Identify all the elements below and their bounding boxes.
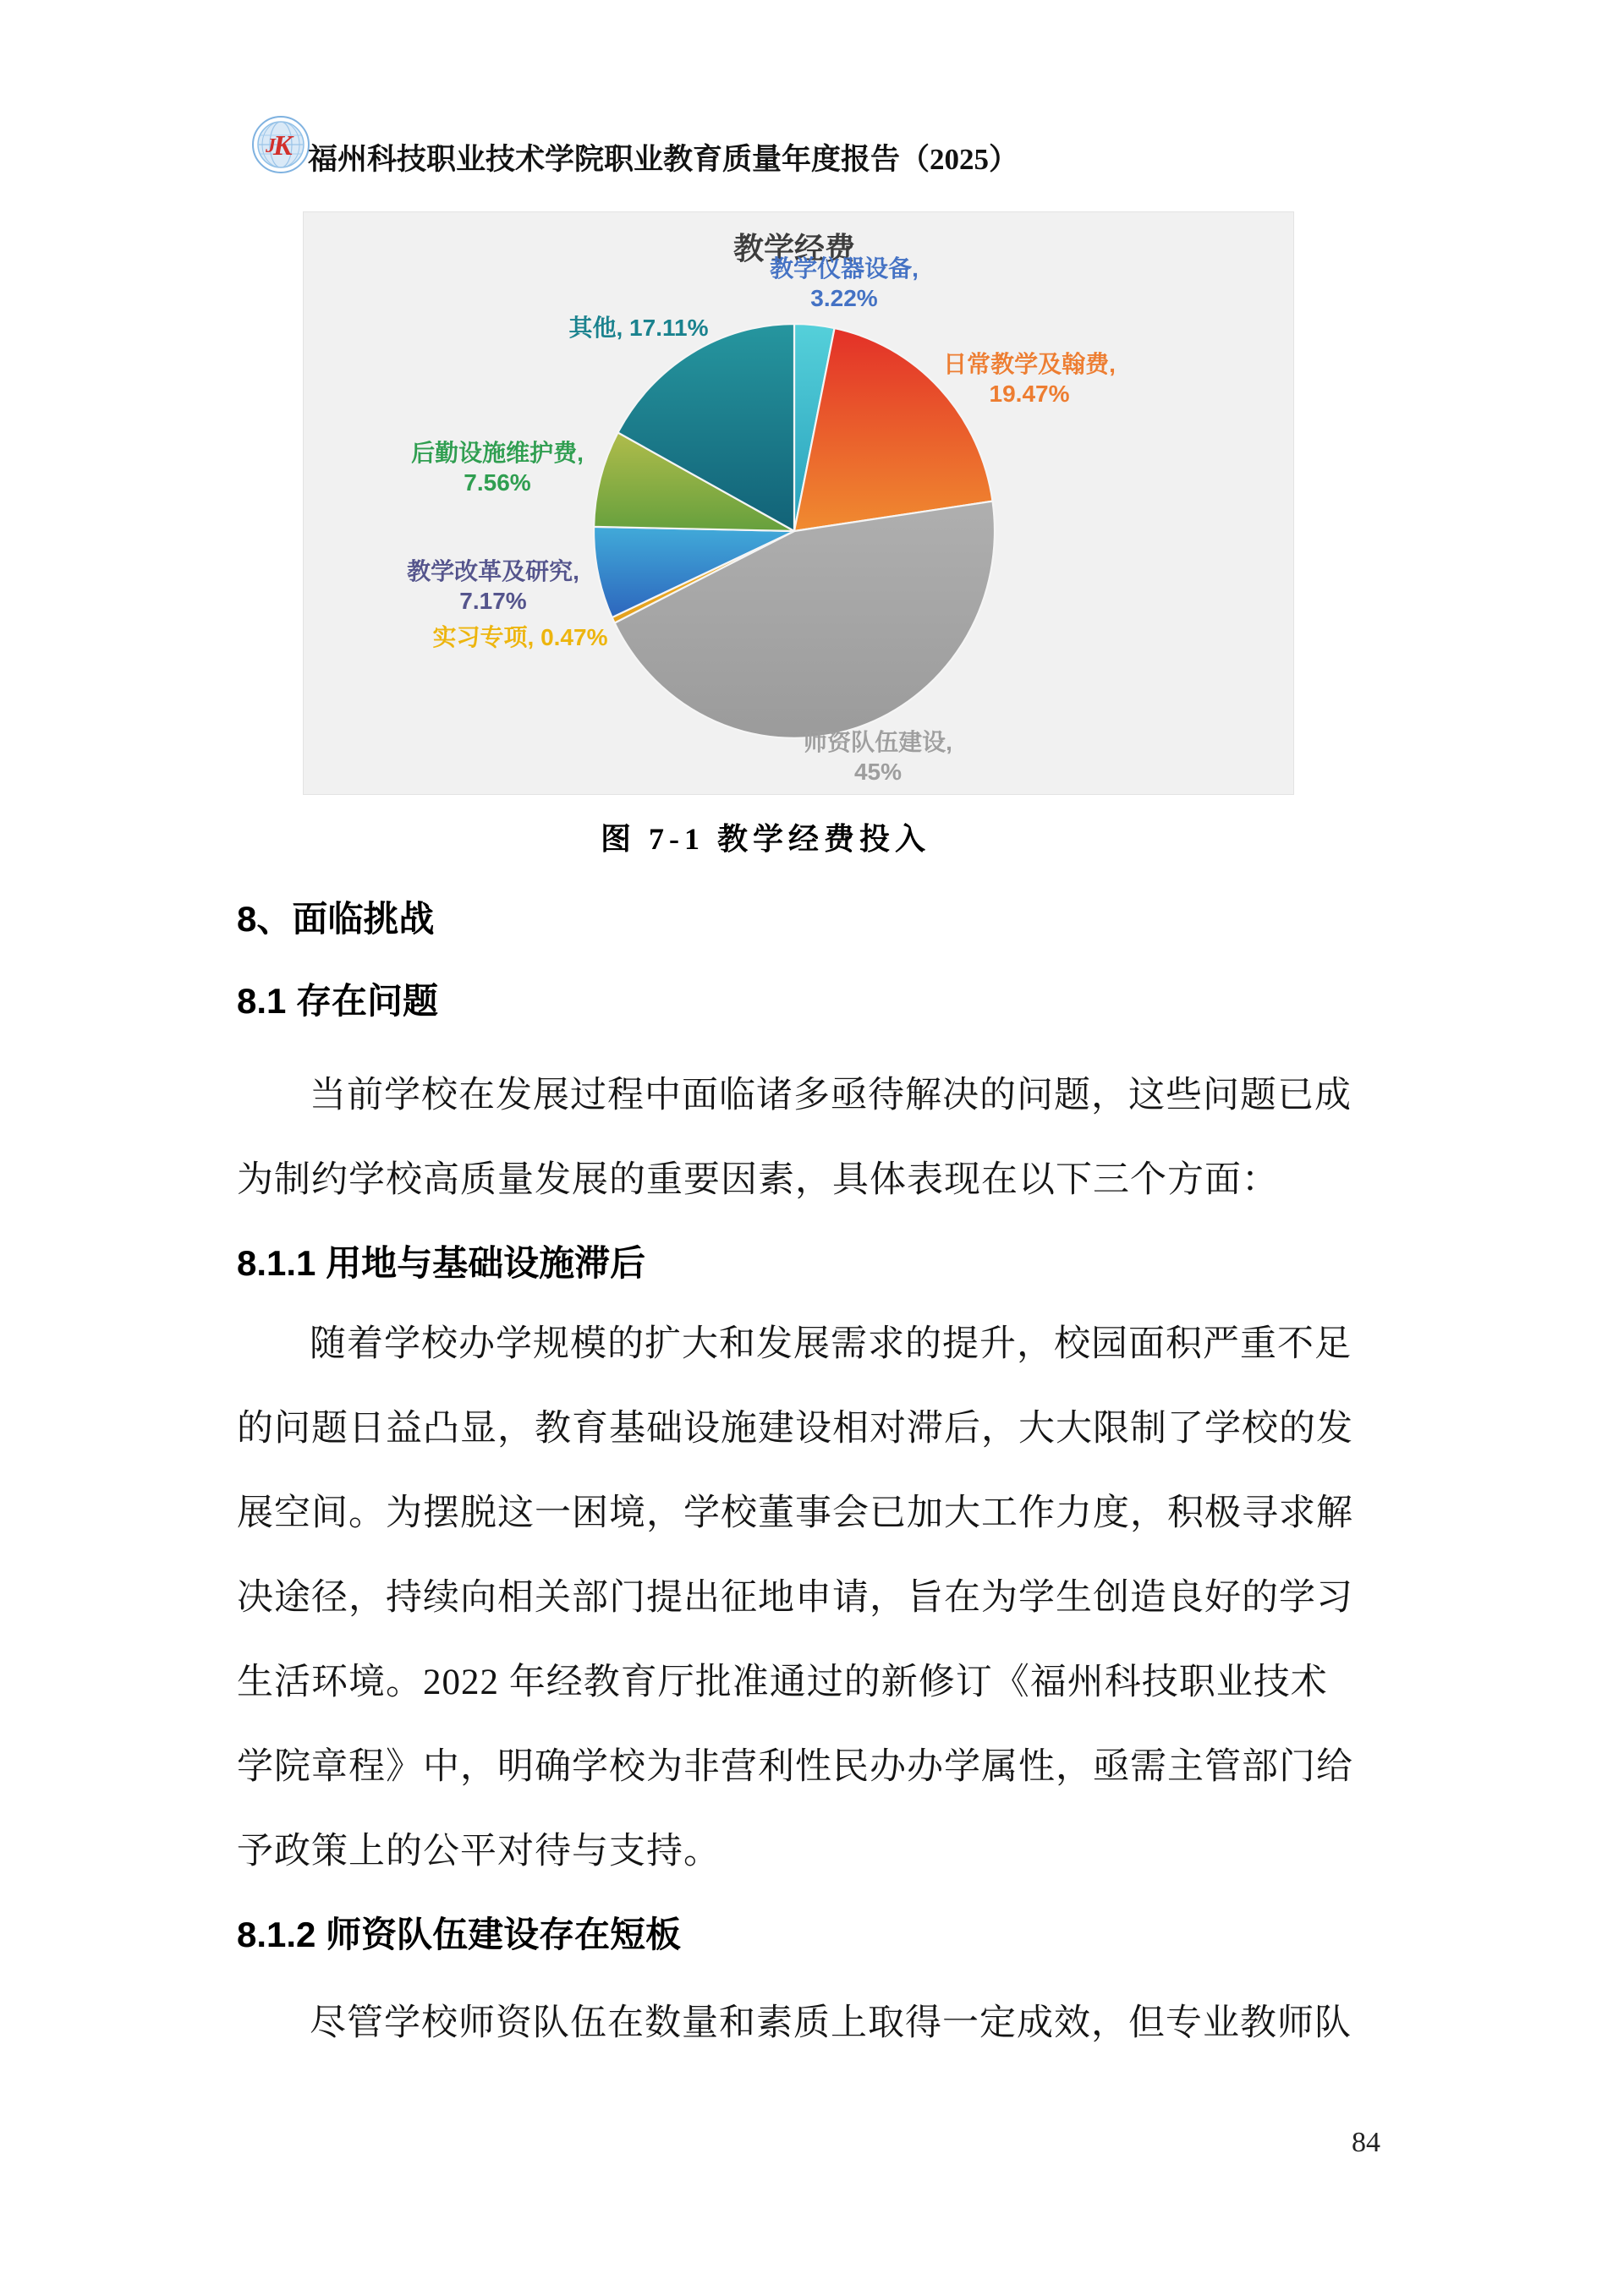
- section-heading-8-1-2: 8.1.2 师资队伍建设存在短板: [237, 1915, 682, 1954]
- slice-label-other: 其他, 17.11%: [568, 315, 709, 341]
- svg-text:J: J: [266, 135, 276, 157]
- slice-label-teaching-reform: 教学改革及研究, 7.17%: [407, 558, 579, 614]
- report-header-title: 福州科技职业技术学院职业教育质量年度报告（2025）: [308, 143, 1019, 176]
- school-logo: [251, 115, 310, 174]
- paragraph-1: 当前学校在发展过程中面临诸多亟待解决的问题，这些问题已成 为制约学校高质量发展的重要因素，具体表现在以下三个方面：: [237, 1076, 1352, 1200]
- section-heading-8-1: 8.1 存在问题: [237, 981, 439, 1021]
- figure-caption: 图 7-1 教学经费投入: [601, 822, 930, 856]
- slice-label-daily-teaching: 日常教学及翰费, 19.47%: [943, 351, 1116, 407]
- slice-label-faculty-team: 师资队伍建设, 45%: [804, 729, 952, 785]
- svg-text:K: K: [273, 130, 293, 162]
- pie-chart-panel: [303, 211, 1294, 795]
- section-heading-8-1-1: 8.1.1 用地与基础设施滞后: [237, 1243, 646, 1283]
- slice-label-internship: 实习专项, 0.47%: [432, 624, 608, 650]
- section-heading-8: 8、面临挑战: [237, 899, 435, 939]
- chart-title: 教学经费: [732, 231, 855, 266]
- paragraph-2: 随着学校办学规模的扩大和发展需求的提升，校园面积严重不足 的问题日益凸显，教育基础设施建设相对滞后，大大限制了学校的发 展空间。为摆脱这一困境，学校董事会已加大工作力度，积极寻求解 决途径，持续向相关部门提出征地申请，旨在为学生创造良好的学习 生活环境。2022 年经教育厅批准通过的新修订《福州科技职业技术 学院章程》中，明确学校为非营利性民办办学属性，亟需主管部门给 予政策上的公平对待与支持。: [237, 1324, 1353, 1871]
- page-number: 84: [1352, 2127, 1380, 2158]
- paragraph-3: 尽管学校师资队伍在数量和素质上取得一定成效，但专业教师队: [310, 2003, 1352, 2043]
- slice-label-teaching-equipment: 教学仪器设备, 3.22%: [770, 255, 919, 311]
- slice-label-logistics-maintenance: 后勤设施维护费, 7.56%: [411, 440, 584, 496]
